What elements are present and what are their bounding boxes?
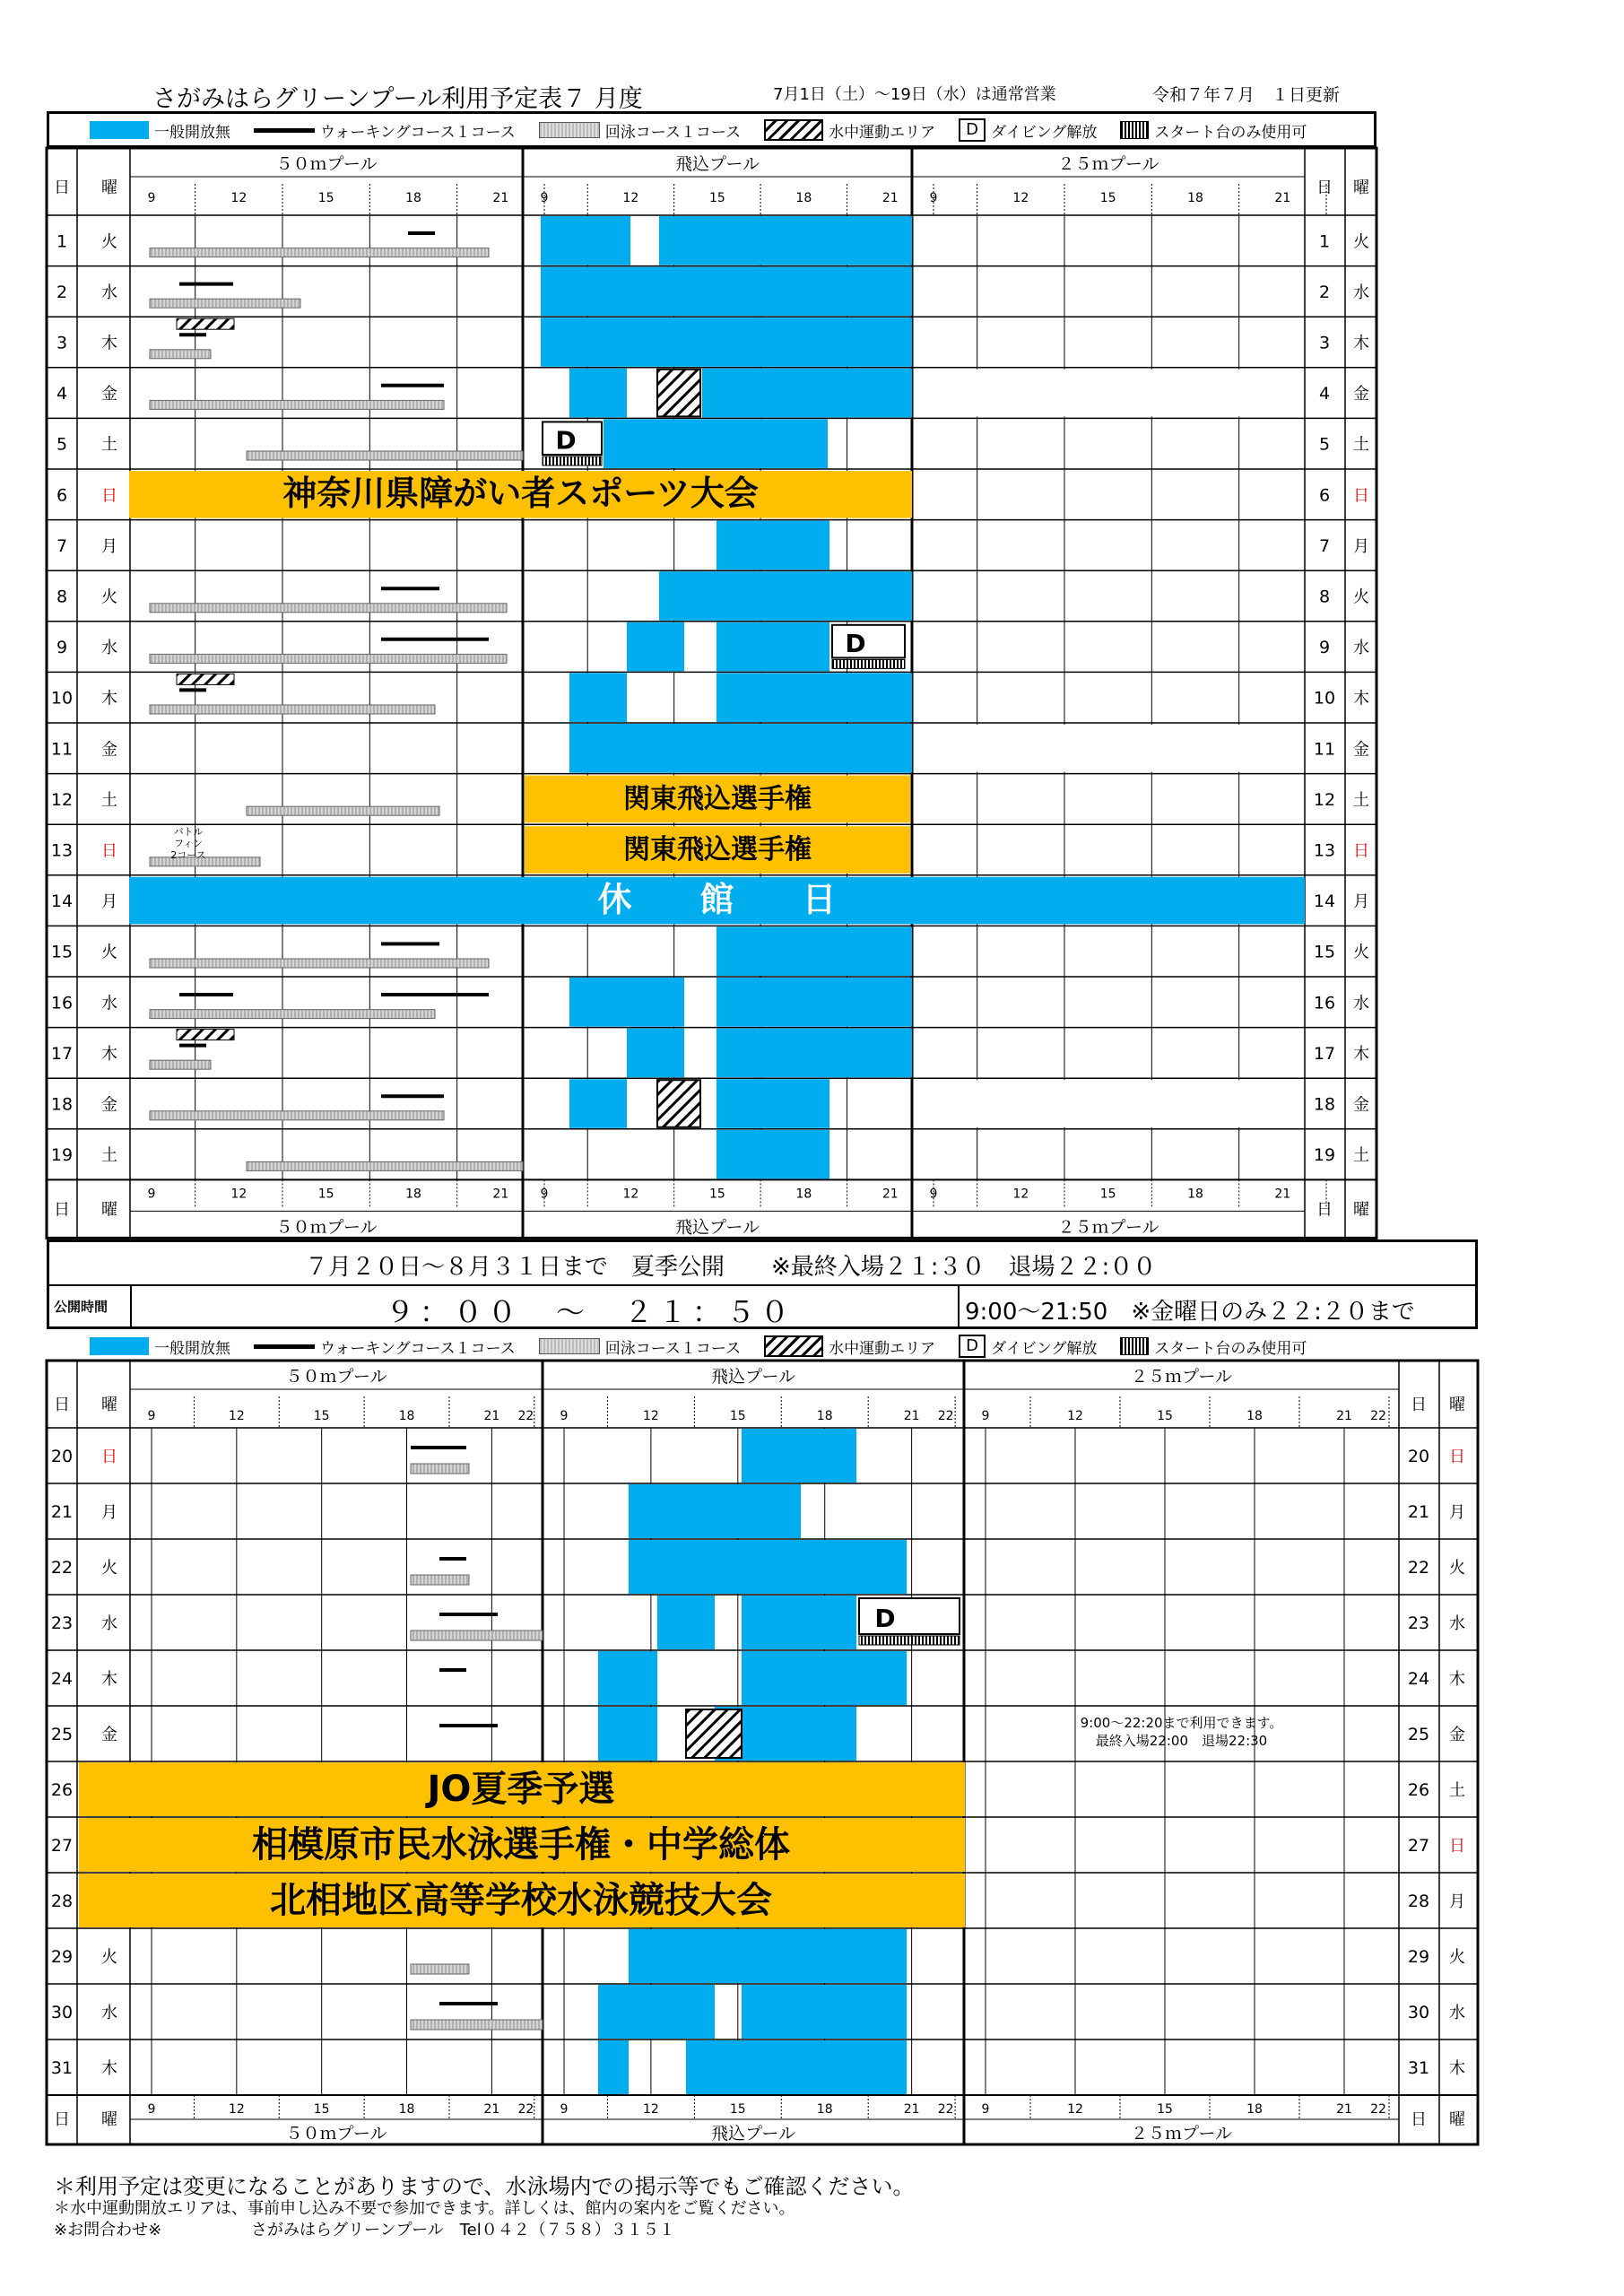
dive-open-block xyxy=(686,2040,907,2094)
grid2-hdr-col-3: 曜 xyxy=(1449,1396,1465,1414)
grid1-weekday-right-9: 水 xyxy=(1353,639,1369,658)
grid2-day-28: 28 xyxy=(50,1892,74,1911)
grid2-day-22: 22 xyxy=(50,1558,74,1578)
grid1-tick: 15 xyxy=(1099,191,1116,205)
return-course xyxy=(411,1575,469,1585)
grid2-weekday-31: 木 xyxy=(101,2059,117,2078)
grid2-tick-foot: 21 xyxy=(1336,2102,1352,2117)
grid1-day-right-5: 5 xyxy=(1318,434,1331,455)
grid1-tick: 15 xyxy=(708,191,725,205)
grid2-weekday-right-30: 水 xyxy=(1449,2004,1465,2022)
grid1-tick: 18 xyxy=(795,191,812,205)
grid1-weekday-right-8: 火 xyxy=(1353,587,1369,607)
grid2-tick: 15 xyxy=(1157,1409,1173,1423)
legend-diving: ダイビング解放 xyxy=(991,123,1098,142)
grid2-day-right-28: 28 xyxy=(1407,1892,1430,1911)
grid1-pool-footer-0: ５０ｍプール xyxy=(275,1217,378,1238)
open-time-label: 公開時間 xyxy=(54,1299,109,1315)
grid1-weekday-19: 土 xyxy=(101,1146,117,1166)
grid2-weekday-right-20: 日 xyxy=(1449,1448,1465,1466)
grid1-day-1: 1 xyxy=(56,231,68,252)
grid1-weekday-right-15: 火 xyxy=(1353,943,1369,962)
grid2-tick: 12 xyxy=(1067,1409,1083,1423)
diving-icon: D xyxy=(959,118,986,142)
grid1-hdr-col-3: 曜 xyxy=(1353,178,1369,197)
grid1-day-right-15: 15 xyxy=(1313,942,1336,962)
grid2-day-right-25: 25 xyxy=(1407,1725,1430,1744)
grid1-day-2: 2 xyxy=(56,282,68,302)
grid1-weekday-15: 火 xyxy=(101,943,117,962)
grid2-tick-foot: 18 xyxy=(398,2102,415,2117)
return-course xyxy=(411,1631,543,1640)
grid1-day-right-12: 12 xyxy=(1313,789,1336,810)
grid2-day-21: 21 xyxy=(50,1502,74,1522)
dive-open-block xyxy=(598,1707,657,1761)
grid2-tick-foot: 15 xyxy=(313,2102,330,2117)
grid1-weekday-5: 土 xyxy=(101,435,117,455)
grid1-tick-foot: 9 xyxy=(929,1187,938,1202)
grid1-pool-title-1: 飛込プール xyxy=(674,154,760,174)
grid1-weekday-right-6: 日 xyxy=(1353,486,1369,506)
grid2-weekday-30: 水 xyxy=(101,2004,117,2022)
legend-walking-2: ウォーキングコース１コース xyxy=(320,1339,516,1358)
grid1-weekday-right-4: 金 xyxy=(1353,385,1369,404)
grid2-weekday-21: 月 xyxy=(101,1503,117,1522)
grid2-tick-foot: 18 xyxy=(1246,2102,1263,2117)
grid2-hdr-col-0: 日 xyxy=(54,1396,70,1414)
footer-note-2: ＊水中運動開放エリアは、事前申し込み不要で参加できます。詳しくは、館内の案内をご覧ください。 xyxy=(54,2199,795,2218)
friday-note-1: 9:00～22:20まで利用できます。 xyxy=(1080,1715,1283,1731)
grid1-tick-foot: 9 xyxy=(147,1187,156,1202)
dive-open-block xyxy=(742,1596,856,1649)
grid2-tick: 9 xyxy=(147,1409,156,1423)
grid1-tick-foot: 15 xyxy=(708,1187,725,1202)
event-e28-text: 北相地区高等学校水泳競技大会 xyxy=(270,1880,772,1921)
grid2-tick: 12 xyxy=(642,1409,659,1423)
contact-label: ※お問合わせ※ xyxy=(54,2221,162,2239)
grid2-tick: 22 xyxy=(517,1409,534,1423)
diving-icon: D xyxy=(845,628,866,658)
grid2-tick-foot: 22 xyxy=(1370,2102,1386,2117)
grid1-day-right-10: 10 xyxy=(1313,688,1336,709)
legend-general: 一般開放無 xyxy=(154,123,230,142)
grid1-tick-foot: 12 xyxy=(1012,1187,1029,1202)
grid2-day-27: 27 xyxy=(50,1836,74,1856)
grid1-day-right-14: 14 xyxy=(1313,891,1336,912)
grid1-weekday-8: 火 xyxy=(101,587,117,607)
grid1-weekday-9: 水 xyxy=(101,639,117,658)
grid2-day-29: 29 xyxy=(50,1947,74,1967)
updated-date: 令和７年７月 １日更新 xyxy=(1152,85,1341,105)
grid2-tick-foot: 12 xyxy=(1067,2102,1083,2117)
grid1-weekday-10: 木 xyxy=(101,689,117,709)
grid1-weekday-7: 月 xyxy=(101,536,117,556)
grid2-weekday-right-28: 月 xyxy=(1449,1892,1465,1911)
grid1-tick: 9 xyxy=(147,191,156,205)
grid1-foot-col-0: 日 xyxy=(54,1200,70,1220)
event-6-text: 神奈川県障がい者スポーツ大会 xyxy=(282,474,759,513)
grid2-weekday-right-31: 木 xyxy=(1449,2059,1465,2078)
grid1-weekday-right-19: 土 xyxy=(1353,1146,1369,1166)
event-e13-text: 関東飛込選手権 xyxy=(623,834,812,866)
grid1-weekday-4: 金 xyxy=(101,385,117,404)
grid1-weekday-16: 水 xyxy=(101,994,117,1013)
dive-open-block xyxy=(657,1596,715,1649)
grid2-tick-foot: 9 xyxy=(147,2102,156,2117)
grid2-day-right-21: 21 xyxy=(1407,1502,1430,1522)
closed-day-text: 休 館 日 xyxy=(597,879,837,919)
grid1-day-6: 6 xyxy=(56,485,68,506)
event-e26-text: JO夏季予選 xyxy=(427,1769,615,1810)
grid1-tick-foot: 18 xyxy=(405,1187,421,1202)
grid1-weekday-right-10: 木 xyxy=(1353,689,1369,709)
grid2-weekday-right-24: 木 xyxy=(1449,1670,1465,1689)
grid1-day-9: 9 xyxy=(56,638,68,658)
grid1-weekday-1: 火 xyxy=(101,232,117,252)
grid2-tick-foot: 15 xyxy=(1157,2102,1173,2117)
grid1-tick: 9 xyxy=(540,191,549,205)
grid1-day-18: 18 xyxy=(50,1094,74,1115)
grid1-tick-foot: 18 xyxy=(1187,1187,1203,1202)
grid1-day-15: 15 xyxy=(50,942,74,962)
grid2-pool-title-1: 飛込プール xyxy=(710,1367,796,1387)
grid2-day-25: 25 xyxy=(50,1725,74,1744)
grid2-tick-foot: 12 xyxy=(642,2102,659,2117)
grid2-tick-foot: 12 xyxy=(228,2102,245,2117)
dive-open-block xyxy=(742,1985,907,2039)
grid1-weekday-6: 日 xyxy=(101,486,117,506)
dive-open-block xyxy=(598,2040,629,2094)
grid1-day-right-17: 17 xyxy=(1313,1043,1336,1064)
grid2-tick: 21 xyxy=(903,1409,920,1423)
grid1-tick-foot: 9 xyxy=(540,1187,549,1202)
grid1-weekday-right-3: 木 xyxy=(1353,334,1369,353)
summer-period: ７月２０日～８月３１日まで 夏季公開 ※最終入場２１:３０ 退場２２:００ xyxy=(305,1254,1157,1281)
grid2-pool-footer-2: ２５ｍプール xyxy=(1130,2124,1233,2144)
grid1-day-right-4: 4 xyxy=(1318,384,1331,404)
grid2-day-right-20: 20 xyxy=(1407,1447,1430,1466)
legend-start-only-2: スタート台のみ使用可 xyxy=(1154,1339,1307,1358)
grid1-pool-footer-2: ２５ｍプール xyxy=(1057,1217,1159,1238)
grid2-day-right-23: 23 xyxy=(1407,1613,1430,1633)
legend-start-only: スタート台のみ使用可 xyxy=(1154,123,1307,142)
grid1-day-3: 3 xyxy=(56,333,68,353)
grid2-tick-foot: 22 xyxy=(517,2102,534,2117)
grid1-tick: 12 xyxy=(1012,191,1029,205)
grid1-weekday-14: 月 xyxy=(101,892,117,912)
grid1-weekday-right-18: 金 xyxy=(1353,1095,1369,1115)
grid1-tick: 21 xyxy=(881,191,899,205)
grid2-day-right-29: 29 xyxy=(1407,1947,1430,1967)
grid1-weekday-13: 日 xyxy=(101,841,117,861)
grid1-day-right-9: 9 xyxy=(1318,638,1331,658)
grid1-pool-title-2: ２５ｍプール xyxy=(1057,154,1159,174)
grid2-tick: 21 xyxy=(483,1409,500,1423)
grid1-day-4: 4 xyxy=(56,384,68,404)
grid2-tick-foot: 22 xyxy=(937,2102,954,2117)
footer-note-1: ＊利用予定は変更になることがありますので、水泳場内での掲示等でもご確認ください。 xyxy=(54,2174,915,2199)
grid2-weekday-right-23: 水 xyxy=(1449,1614,1465,1633)
dive-open-block xyxy=(742,1429,856,1483)
grid2-foot-col-3: 曜 xyxy=(1449,2110,1465,2129)
dive-open-block xyxy=(629,1929,907,1983)
grid1-weekday-right-14: 月 xyxy=(1353,892,1369,912)
grid1-tick: 12 xyxy=(230,191,248,205)
grid1-tick-foot: 12 xyxy=(230,1187,248,1202)
grid1-tick-foot: 21 xyxy=(881,1187,899,1202)
grid1-weekday-right-17: 木 xyxy=(1353,1044,1369,1064)
legend-return-2: 回泳コース１コース xyxy=(604,1339,742,1358)
grid1-weekday-17: 木 xyxy=(101,1044,117,1064)
legend-general-2: 一般開放無 xyxy=(154,1339,230,1358)
start-only-block xyxy=(859,1636,960,1645)
grid1-hdr-col-1: 曜 xyxy=(101,178,117,197)
grid1-hdr-col-2: 日 xyxy=(1316,178,1333,197)
grid1-tick: 12 xyxy=(622,191,639,205)
event-small-1: バトル xyxy=(173,826,204,839)
grid2-tick: 22 xyxy=(1370,1409,1386,1423)
grid1-pool-title-0: ５０ｍプール xyxy=(275,154,378,174)
grid2-weekday-right-25: 金 xyxy=(1449,1726,1465,1744)
friday-note-2: 最終入場22:00 退場22:30 xyxy=(1095,1733,1268,1749)
grid2-pool-footer-1: 飛込プール xyxy=(710,2124,796,2144)
grid1-day-16: 16 xyxy=(50,993,74,1013)
grid1-day-right-13: 13 xyxy=(1313,840,1336,861)
grid1-day-right-3: 3 xyxy=(1318,333,1331,353)
grid2-weekday-20: 日 xyxy=(101,1448,117,1466)
grid1-tick-foot: 15 xyxy=(317,1187,334,1202)
grid1-day-12: 12 xyxy=(50,789,74,810)
event-e12-text: 関東飛込選手権 xyxy=(623,783,812,815)
legend-walking: ウォーキングコース１コース xyxy=(320,123,516,142)
grid1-weekday-right-5: 土 xyxy=(1353,435,1369,455)
grid2-tick: 9 xyxy=(981,1409,990,1423)
grid2-day-24: 24 xyxy=(50,1669,74,1689)
grid1-day-19: 19 xyxy=(50,1145,74,1166)
open-time-note: 9:00～21:50 ※金曜日のみ２２:２０まで xyxy=(965,1299,1415,1326)
grid2-foot-col-1: 曜 xyxy=(101,2110,117,2129)
grid1-day-right-6: 6 xyxy=(1318,485,1331,506)
grid2-day-31: 31 xyxy=(50,2058,74,2078)
grid1-day-right-19: 19 xyxy=(1313,1145,1336,1166)
grid1-tick-foot: 21 xyxy=(1274,1187,1291,1202)
grid1-day-7: 7 xyxy=(56,535,68,556)
grid1-weekday-12: 土 xyxy=(101,790,117,810)
grid1-weekday-2: 水 xyxy=(101,283,117,302)
grid2-day-right-26: 26 xyxy=(1407,1780,1430,1800)
grid1-foot-col-1: 曜 xyxy=(101,1200,117,1220)
grid2-day-26: 26 xyxy=(50,1780,74,1800)
grid1-tick-foot: 12 xyxy=(622,1187,639,1202)
grid1-tick: 21 xyxy=(492,191,509,205)
event-small-3: 2コース xyxy=(170,849,206,862)
grid2-tick: 18 xyxy=(1246,1409,1263,1423)
grid1-tick-foot: 21 xyxy=(492,1187,509,1202)
grid2-weekday-29: 火 xyxy=(101,1948,117,1967)
grid2-day-23: 23 xyxy=(50,1613,74,1633)
grid1-day-right-2: 2 xyxy=(1318,282,1331,302)
grid2-weekday-right-21: 月 xyxy=(1449,1503,1465,1522)
grid2-tick-foot: 9 xyxy=(560,2102,569,2117)
grid2-weekday-25: 金 xyxy=(101,1726,117,1744)
grid1-weekday-18: 金 xyxy=(101,1095,117,1115)
grid1-day-8: 8 xyxy=(56,587,68,607)
grid2-weekday-23: 水 xyxy=(101,1614,117,1633)
grid1-foot-col-2: 日 xyxy=(1316,1200,1333,1220)
grid2-day-right-31: 31 xyxy=(1407,2058,1430,2078)
grid1-hdr-col-0: 日 xyxy=(54,178,70,197)
grid2-weekday-right-27: 日 xyxy=(1449,1837,1465,1856)
grid1-pool-footer-1: 飛込プール xyxy=(674,1217,760,1238)
legend-return: 回泳コース１コース xyxy=(604,123,742,142)
diving-icon: D xyxy=(555,425,577,456)
grid2-weekday-right-26: 土 xyxy=(1449,1781,1465,1800)
grid2-tick: 12 xyxy=(228,1409,245,1423)
event-small-2: フィン xyxy=(173,838,204,850)
contact-info: さがみはらグリーンプール Tel０４２（７５８）３１５１ xyxy=(251,2221,675,2239)
grid2-tick: 9 xyxy=(560,1409,569,1423)
grid1-weekday-right-11: 金 xyxy=(1353,740,1369,760)
grid2-foot-col-2: 日 xyxy=(1411,2110,1427,2129)
grid1-day-right-11: 11 xyxy=(1313,739,1336,760)
grid2-day-30: 30 xyxy=(50,2003,74,2022)
grid2-hdr-col-2: 日 xyxy=(1411,1396,1427,1414)
grid2-weekday-22: 火 xyxy=(101,1559,117,1578)
grid2-weekday-24: 木 xyxy=(101,1670,117,1689)
grid2-foot-col-0: 日 xyxy=(54,2110,70,2129)
grid2-tick-foot: 15 xyxy=(729,2102,746,2117)
grid1-weekday-right-1: 火 xyxy=(1353,232,1369,252)
return-course xyxy=(411,1464,469,1474)
grid2-weekday-right-29: 火 xyxy=(1449,1948,1465,1967)
grid1-day-right-8: 8 xyxy=(1318,587,1331,607)
grid2-tick: 22 xyxy=(937,1409,954,1423)
grid1-tick: 21 xyxy=(1274,191,1291,205)
diving-icon-2: D xyxy=(959,1335,986,1358)
water-exercise-block xyxy=(686,1709,742,1758)
grid2-tick-foot: 21 xyxy=(483,2102,500,2117)
grid2-pool-title-0: ５０ｍプール xyxy=(285,1367,387,1387)
grid1-day-right-16: 16 xyxy=(1313,993,1336,1013)
open-time: ９：００ ～ ２１：５０ xyxy=(386,1295,795,1329)
grid2-day-20: 20 xyxy=(50,1447,74,1466)
grid2-tick: 21 xyxy=(1336,1409,1352,1423)
grid1-day-14: 14 xyxy=(50,891,74,912)
grid1-weekday-11: 金 xyxy=(101,740,117,760)
grid1-tick: 18 xyxy=(405,191,421,205)
dive-open-block xyxy=(598,1985,715,2039)
legend-water-exercise: 水中運動エリア xyxy=(829,123,936,142)
grid1-tick-foot: 18 xyxy=(795,1187,812,1202)
legend-diving-2: ダイビング解放 xyxy=(991,1339,1098,1358)
dive-open-block xyxy=(629,1540,907,1594)
grid1-weekday-right-13: 日 xyxy=(1353,841,1369,861)
diving-icon: D xyxy=(874,1604,896,1633)
event-e27-text: 相模原市民水泳選手権・中学総体 xyxy=(252,1824,790,1866)
operation-note: 7月1日（土）～19日（水）は通常営業 xyxy=(773,85,1056,104)
grid2-day-right-24: 24 xyxy=(1407,1669,1430,1689)
grid1-weekday-3: 木 xyxy=(101,334,117,353)
grid1-day-17: 17 xyxy=(50,1043,74,1064)
grid2-tick: 18 xyxy=(398,1409,415,1423)
grid1-day-10: 10 xyxy=(50,688,74,709)
return-course xyxy=(411,2020,543,2030)
legend-water-exercise-2: 水中運動エリア xyxy=(829,1339,936,1358)
grid2-tick: 18 xyxy=(816,1409,833,1423)
grid2-tick-foot: 18 xyxy=(816,2102,833,2117)
grid1-weekday-right-2: 水 xyxy=(1353,283,1369,302)
grid1-foot-col-3: 曜 xyxy=(1353,1200,1369,1220)
grid1-weekday-right-16: 水 xyxy=(1353,994,1369,1013)
dive-open-block xyxy=(598,1651,657,1705)
dive-open-block xyxy=(742,1651,907,1705)
grid1-weekday-right-7: 月 xyxy=(1353,536,1369,556)
return-course xyxy=(411,1964,469,1974)
grid2-hdr-col-1: 曜 xyxy=(101,1396,117,1414)
grid2-weekday-right-22: 火 xyxy=(1449,1559,1465,1578)
page-title: さがみはらグリーンプール利用予定表７ 月度 xyxy=(152,85,643,113)
grid2-tick: 15 xyxy=(313,1409,330,1423)
grid1-tick: 18 xyxy=(1187,191,1203,205)
grid1-day-right-1: 1 xyxy=(1318,231,1331,252)
grid2-day-right-30: 30 xyxy=(1407,2003,1430,2022)
grid2-pool-footer-0: ５０ｍプール xyxy=(285,2124,387,2144)
grid1-day-right-18: 18 xyxy=(1313,1094,1336,1115)
grid1-day-11: 11 xyxy=(50,739,74,760)
grid1-day-right-7: 7 xyxy=(1318,535,1331,556)
grid2-pool-title-2: ２５ｍプール xyxy=(1130,1367,1233,1387)
grid2-tick-foot: 9 xyxy=(981,2102,990,2117)
dive-open-block xyxy=(629,1484,801,1538)
grid2-tick-foot: 21 xyxy=(903,2102,920,2117)
grid1-tick: 15 xyxy=(317,191,334,205)
grid2-tick: 15 xyxy=(729,1409,746,1423)
grid1-tick-foot: 15 xyxy=(1099,1187,1116,1202)
grid2-day-right-27: 27 xyxy=(1407,1836,1430,1856)
grid1-day-13: 13 xyxy=(50,840,74,861)
grid1-day-5: 5 xyxy=(56,434,68,455)
grid2-day-right-22: 22 xyxy=(1407,1558,1430,1578)
grid1-weekday-right-12: 土 xyxy=(1353,790,1369,810)
grid1-tick: 9 xyxy=(929,191,938,205)
